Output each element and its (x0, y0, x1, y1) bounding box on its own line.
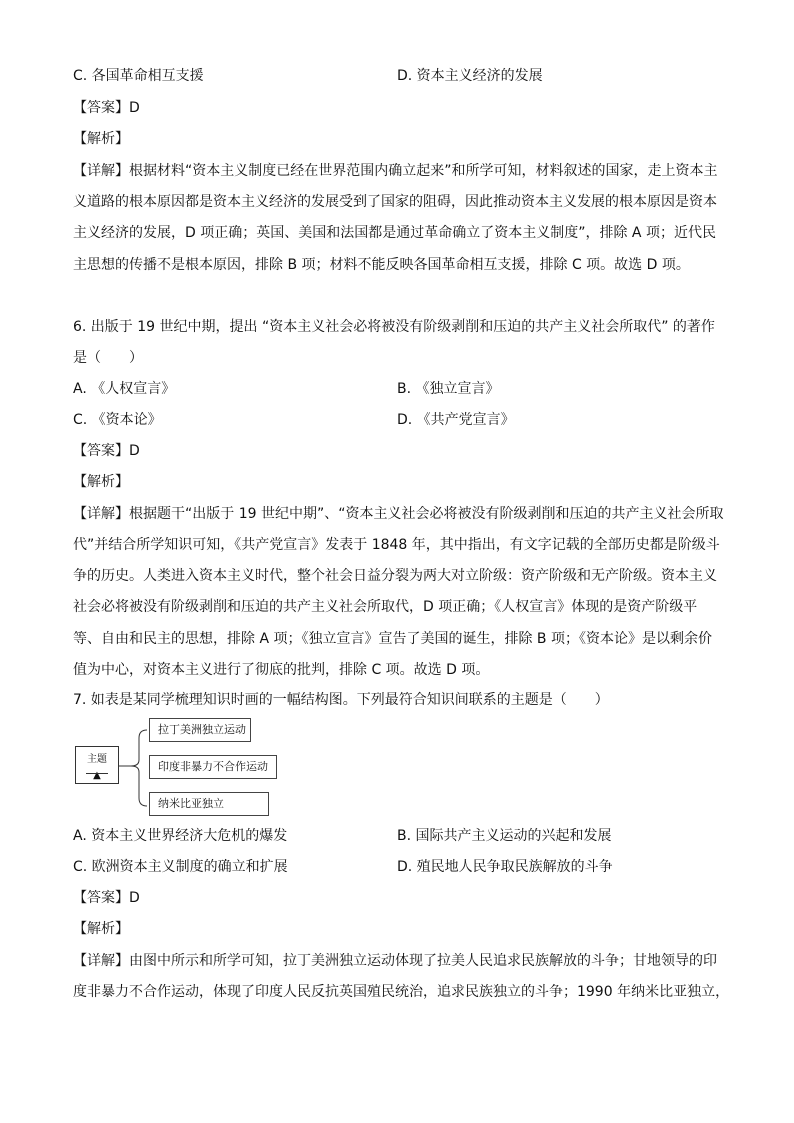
q7-analysis-label: 【解析】 (73, 921, 129, 937)
q5-detail-line: 主思想的传播不是根本原因，排除 B 项；材料不能反映各国革命相互支援，排除 C 项。故选 D 项。 (73, 257, 690, 273)
q6-stem-line: 是（ ） (73, 350, 143, 366)
structure-diagram (73, 718, 283, 820)
q6-option-a: A. 《人权宣言》 (73, 381, 176, 397)
q6-detail-line: 【详解】根据题干“出版于 19 世纪中期”、“资本主义社会必将被没有阶级剥削和压迫的共产主义社会所取 (73, 506, 724, 522)
q6-option-c: C. 《资本论》 (73, 412, 162, 428)
q7-detail-line: 度非暴力不合作运动，体现了印度人民反抗英国殖民统治，追求民族独立的斗争；1990 年纳米比亚独立， (73, 984, 730, 1000)
q5-answer: 【答案】D (73, 100, 140, 116)
diagram-item: 拉丁美洲独立运动 (149, 718, 251, 742)
theme-divider (86, 773, 108, 774)
q7-answer: 【答案】D (73, 890, 140, 906)
q5-detail-line: 【详解】根据材料“资本主义制度已经在世界范围内确立起来”和所学可知，材料叙述的国家，走上资本主 (73, 163, 718, 179)
q5-detail-line: 主义经济的发展，D 项正确；英国、美国和法国都是通过革命确立了资本主义制度”，排除 A 项；近代民 (73, 225, 716, 241)
q7-option-c: C. 欧洲资本主义制度的确立和扩展 (73, 859, 288, 875)
diagram-item: 印度非暴力不合作运动 (149, 755, 277, 779)
q6-stem-line: 6. 出版于 19 世纪中期，提出 “资本主义社会必将被没有阶级剥削和压迫的共产主义社会所取代” 的著作 (73, 319, 715, 335)
q6-detail-line: 争的历史。人类进入资本主义时代，整个社会日益分裂为两大对立阶级：资产阶级和无产阶级。资本主义 (73, 568, 717, 584)
q6-detail-line: 值为中心，对资本主义进行了彻底的批判，排除 C 项。故选 D 项。 (73, 662, 490, 678)
q6-answer: 【答案】D (73, 443, 140, 459)
q6-option-d: D. 《共产党宣言》 (397, 412, 515, 428)
q6-analysis-label: 【解析】 (73, 474, 129, 490)
q7-option-b: B. 国际共产主义运动的兴起和发展 (397, 828, 612, 844)
q7-option-a: A. 资本主义世界经济大危机的爆发 (73, 828, 288, 844)
q6-detail-line: 代”并结合所学知识可知，《共产党宣言》发表于 1848 年，其中指出，有文字记载的全部历史都是阶级斗 (73, 537, 720, 553)
q5-option-d: D. 资本主义经济的发展 (397, 68, 543, 84)
triangle-icon: ▲ (93, 770, 101, 781)
q7-option-d: D. 殖民地人民争取民族解放的斗争 (397, 859, 613, 875)
q6-detail-line: 社会必将被没有阶级剥削和压迫的共产主义社会所取代，D 项正确；《人权宣言》体现的是资产阶级平 (73, 599, 698, 615)
diagram-item: 纳米比亚独立 (149, 792, 269, 816)
q6-option-b: B. 《独立宣言》 (397, 381, 500, 397)
brace-connector (119, 718, 149, 820)
q7-stem: 7. 如表是某同学梳理知识时画的一幅结构图。下列最符合知识间联系的主题是（ ） (73, 692, 609, 708)
q5-detail-line: 义道路的根本原因都是资本主义经济的发展受到了国家的阻碍，因此推动资本主义发展的根本原因是资本 (73, 194, 717, 210)
q7-detail-line: 【详解】由图中所示和所学可知，拉丁美洲独立运动体现了拉美人民追求民族解放的斗争；甘地领导的印 (73, 953, 717, 969)
q6-detail-line: 等、自由和民主的思想，排除 A 项；《独立宣言》宣告了美国的诞生，排除 B 项；《资本论》是以剩余价 (73, 631, 712, 647)
q5-option-c: C. 各国革命相互支援 (73, 68, 204, 84)
theme-label: 主题 (87, 754, 107, 765)
theme-box (75, 746, 119, 784)
q5-analysis-label: 【解析】 (73, 131, 129, 147)
